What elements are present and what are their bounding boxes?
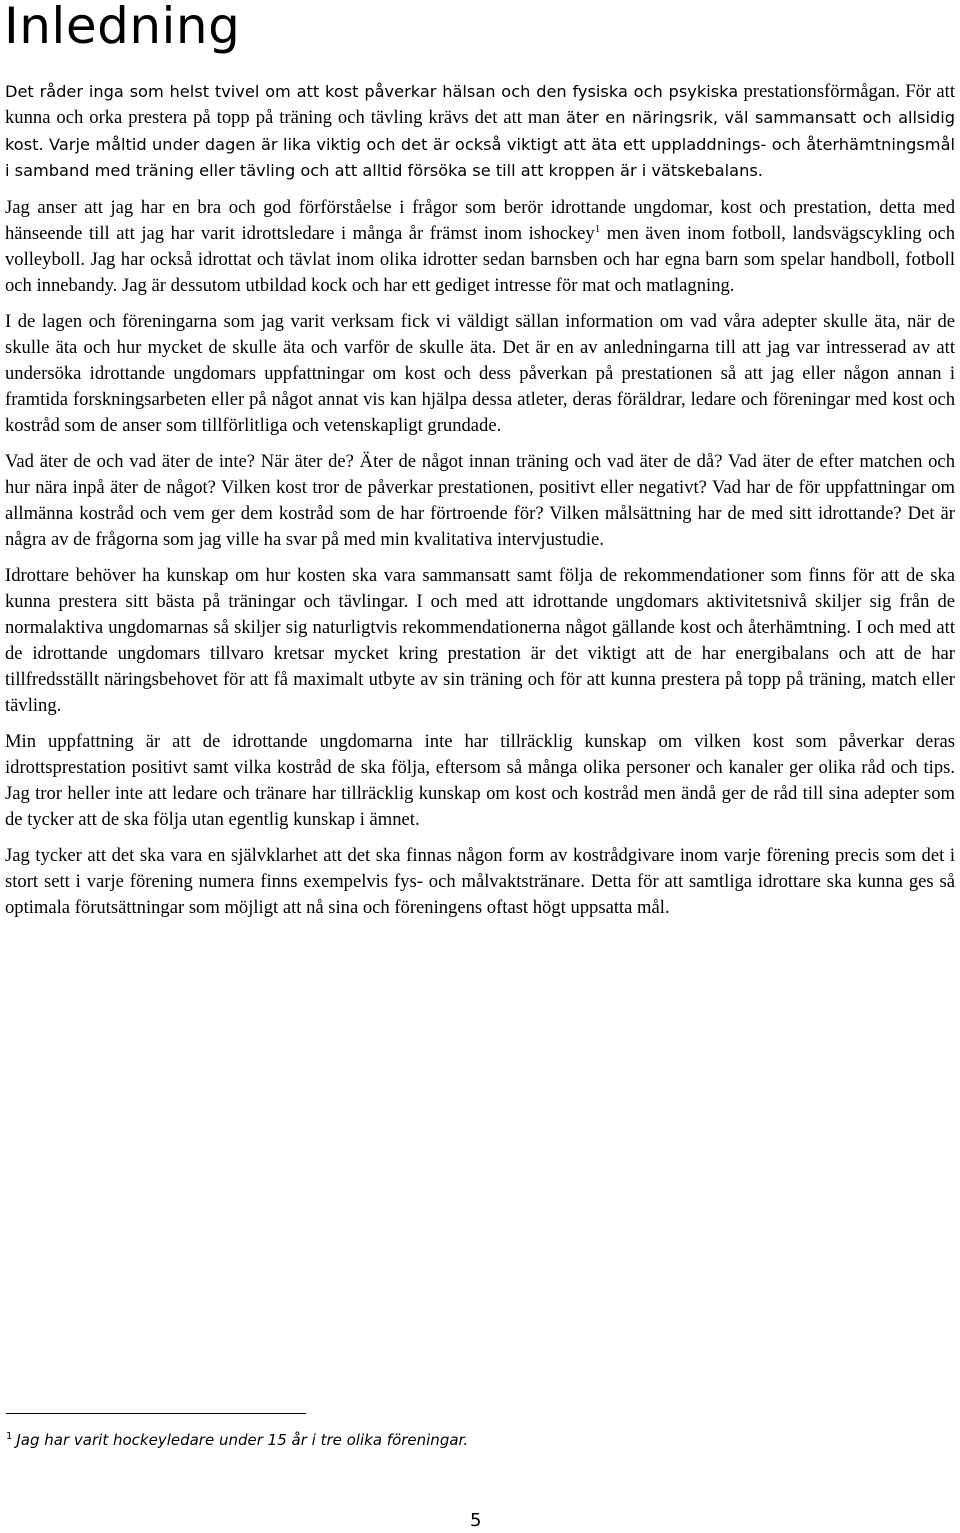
paragraph-1-rest: äter en näringsrik, väl sammansatt och allsidig kost. Varje måltid under dagen är lika viktig och det är också viktigt att äta ett uppladdnings- och återhämtningsmål i samband med träning eller tävling och att alltid försöka se till att kroppen är i vätskebalans. (5, 108, 956, 181)
paragraph-1-line-1: Det råder inga som helst tvivel om att kost påverkar hälsan och den fysiska och psykiska (5, 82, 739, 101)
footnote-text: Jag har varit hockeyledare under 15 år i tre olika föreningar. (16, 1431, 469, 1449)
paragraph-1-line-2: prestationsförmågan. För att kunna och orka prestera på topp på träning och tävling krävs det att man (5, 81, 955, 129)
paragraph-2-part-1: Jag anser att jag har en bra och god förförståelse i frågor som berör idrottande ungdomar, kost och prestation, detta med hänseende till att jag har varit idrottsledare i många år främst inom ishockey (5, 196, 955, 244)
footnote-reference[interactable]: 1 (594, 222, 601, 235)
paragraph-7: Jag tycker att det ska vara en självklarhet att det ska finnas någon form av kostrådgivare inom varje förening precis som det i stort sett i varje förening numera finns exempelvis fys- och målvaktstränare. Detta för att samtliga idrottare ska kunna ges så optimala förutsättningar som möjligt att nå sina och föreningens oftast högt uppsatta mål. (5, 844, 955, 918)
section-heading: Inledning (4, 0, 241, 55)
paragraph-6: Min uppfattning är att de idrottande ungdomarna inte har tillräcklig kunskap om vilken kost som påverkar deras idrottsprestation positivt samt vilka kostråd de ska följa, eftersom så många olika personer och kanaler ger olika råd och tips. Jag tror heller inte att ledare och tränare har tillräcklig kunskap om kost och kostråd men ändå ger de råd till sina adepter som de tycker att de ska följa utan egentlig kunskap i ämnet. (5, 730, 955, 830)
footnote (6, 1430, 468, 1450)
footnote-divider (6, 1413, 306, 1414)
footnote-marker: 1 (6, 1431, 13, 1442)
paragraph-2 (5, 195, 955, 299)
body-text (5, 79, 955, 931)
paragraph-1 (5, 79, 955, 185)
paragraph-4: Vad äter de och vad äter de inte? När äter de? Äter de något innan träning och vad äter de då? Vad äter de efter matchen och hur nära inpå äter de något? Vilken kost tror de påverkar prestationen, positivt eller negativt? Vad har de för uppfattningar om allmänna kostråd och vem ger dem kostråd som de har förtroende för? Vilken målsättning har de med sitt idrottande? Det är några av de frågorna som jag ville ha svar på med min kvalitativa intervjustudie. (5, 450, 955, 550)
page-number: 5 (470, 1510, 482, 1531)
paragraph-5: Idrottare behöver ha kunskap om hur kosten ska vara sammansatt samt följa de rekommendationer som finns för att de ska kunna prestera sitt bästa på träningar och tävlingar. I och med att idrottande ungdomars aktivitetsnivå skiljer sig från de normalaktiva ungdomarnas så skiljer sig naturligtvis rekommendationerna något gällande kost och återhämtning. I och med att de idrottande ungdomars tillvaro kretsar mycket kring prestation är det viktigt att de har energibalans och att de har tillfredsställt näringsbehovet för att få maximalt utbyte av sin träning och för att kunna prestera på topp på träning, match eller tävling. (5, 564, 955, 716)
paragraph-3: I de lagen och föreningarna som jag varit verksam fick vi väldigt sällan information om vad våra adepter skulle äta, när de skulle äta och hur mycket de skulle äta och varför de skulle äta. Det är en av anledningarna till att jag var intresserad av att undersöka idrottande ungdomars uppfattningar om kost och dess påverkan på prestationen så att jag eller någon annan i framtida forskningsarbeten eller på något annat vis kan hjälpa dessa atleter, deras föräldrar, ledare och föreningar med kost och kostråd som de anser som tillförlitliga och vetenskapligt grundade. (5, 310, 955, 436)
paragraph-2-part-2: men även inom fotboll, landsvägscykling och volleyboll. Jag har också idrottat och tävlat inom olika idrotter sedan barnsben och har egna barn som spelar handboll, fotboll och innebandy. Jag är dessutom utbildad kock och har ett gediget intresse för mat och matlagning. (5, 222, 955, 296)
